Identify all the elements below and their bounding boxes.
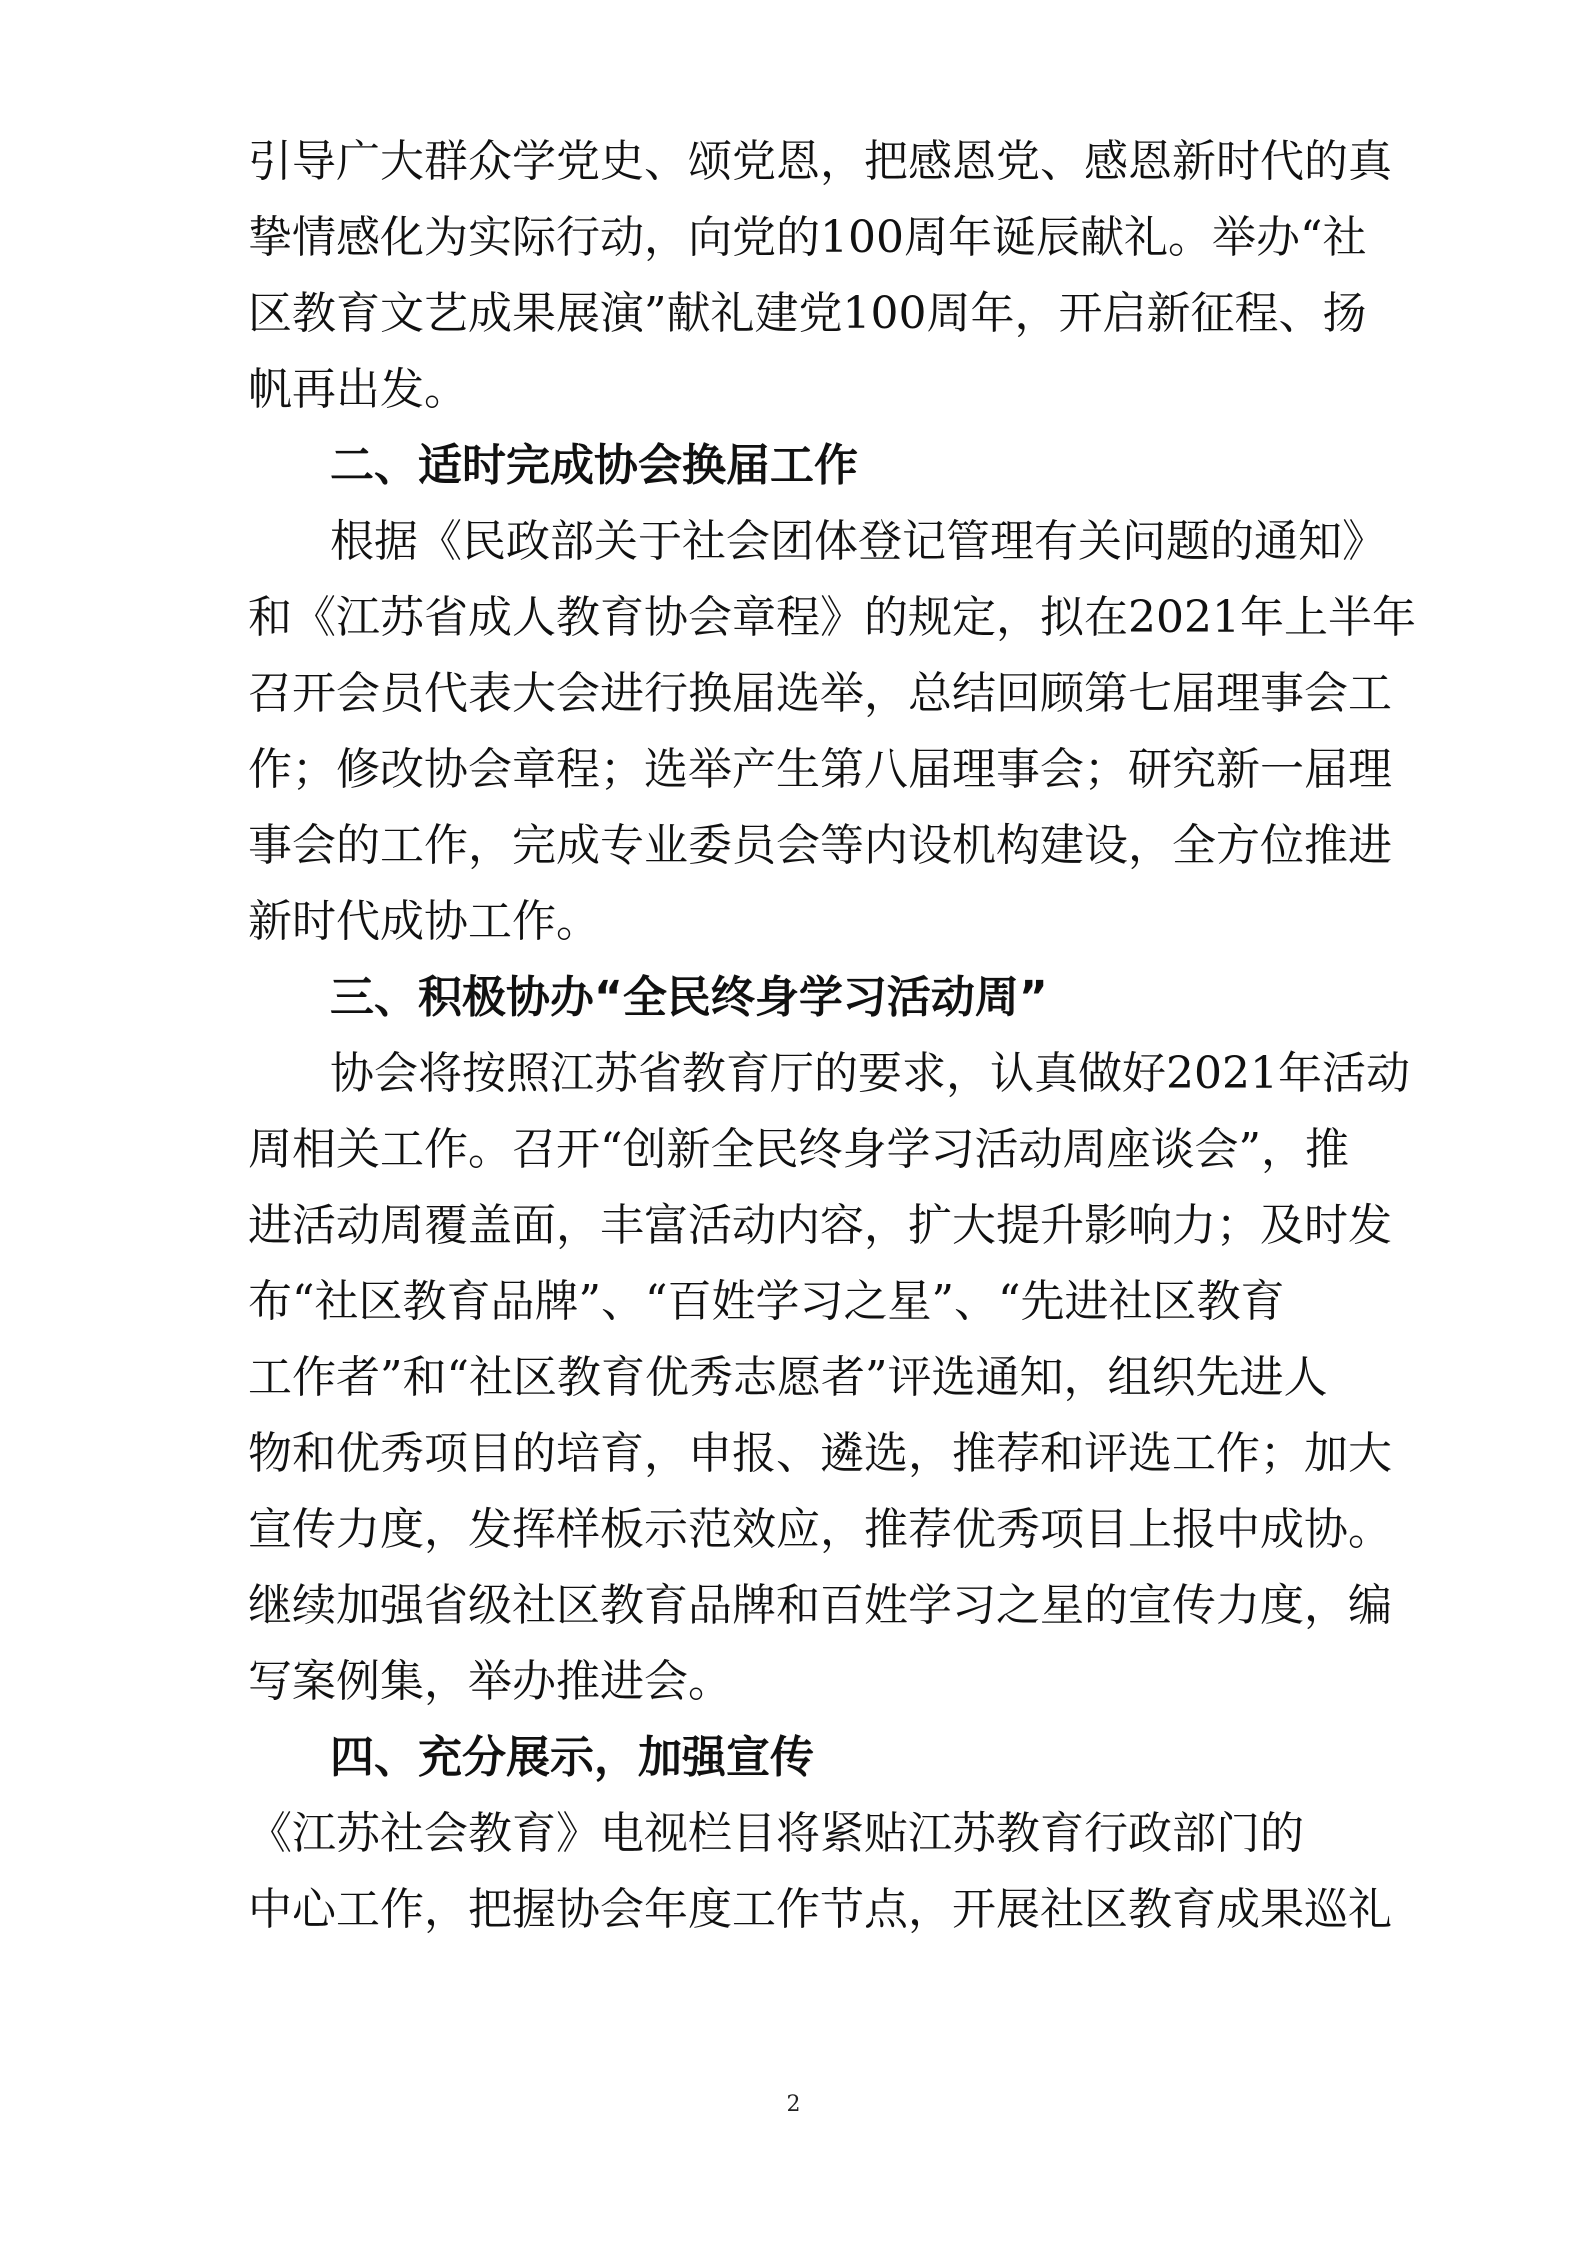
paragraph-line: 挚情感化为实际行动，向党的100周年诞辰献礼。举办“社 xyxy=(248,212,1367,263)
page-number: 2 xyxy=(786,2092,801,2117)
paragraph-line: 周相关工作。召开“创新全民终身学习活动周座谈会”，推 xyxy=(248,1124,1349,1175)
paragraph-line: 作；修改协会章程；选举产生第八届理事会；研究新一届理 xyxy=(248,744,1392,795)
paragraph-line: 工作者”和“社区教育优秀志愿者”评选通知，组织先进人 xyxy=(248,1352,1328,1403)
section-heading-3: 三、积极协办“全民终身学习活动周” xyxy=(330,972,1048,1023)
section-heading-4: 四、充分展示，加强宣传 xyxy=(330,1732,814,1783)
paragraph-line: 物和优秀项目的培育，申报、遴选，推荐和评选工作；加大 xyxy=(248,1428,1392,1479)
paragraph-line: 《江苏社会教育》电视栏目将紧贴江苏教育行政部门的 xyxy=(248,1808,1304,1859)
section-heading-2: 二、适时完成协会换届工作 xyxy=(330,440,858,491)
paragraph-line: 引导广大群众学党史、颂党恩，把感恩党、感恩新时代的真 xyxy=(248,136,1392,187)
paragraph-line: 事会的工作，完成专业委员会等内设机构建设，全方位推进 xyxy=(248,820,1392,871)
paragraph-line: 召开会员代表大会进行换届选举，总结回顾第七届理事会工 xyxy=(248,668,1392,719)
paragraph-line: 写案例集，举办推进会。 xyxy=(248,1656,732,1707)
paragraph-line: 帆再出发。 xyxy=(248,364,468,415)
paragraph-line: 宣传力度，发挥样板示范效应，推荐优秀项目上报中成协。 xyxy=(248,1504,1392,1555)
paragraph-line: 继续加强省级社区教育品牌和百姓学习之星的宣传力度，编 xyxy=(248,1580,1392,1631)
paragraph-line: 中心工作，把握协会年度工作节点，开展社区教育成果巡礼 xyxy=(248,1884,1392,1935)
paragraph-line: 区教育文艺成果展演”献礼建党100周年，开启新征程、扬 xyxy=(248,288,1367,339)
paragraph-line: 根据《民政部关于社会团体登记管理有关问题的通知》 xyxy=(330,516,1386,567)
paragraph-line: 协会将按照江苏省教育厅的要求，认真做好2021年活动 xyxy=(330,1048,1410,1099)
paragraph-line: 进活动周覆盖面，丰富活动内容，扩大提升影响力；及时发 xyxy=(248,1200,1392,1251)
paragraph-line: 和《江苏省成人教育协会章程》的规定，拟在2021年上半年 xyxy=(248,592,1416,643)
paragraph-line: 新时代成协工作。 xyxy=(248,896,600,947)
paragraph-line: 布“社区教育品牌”、“百姓学习之星”、“先进社区教育 xyxy=(248,1276,1285,1327)
